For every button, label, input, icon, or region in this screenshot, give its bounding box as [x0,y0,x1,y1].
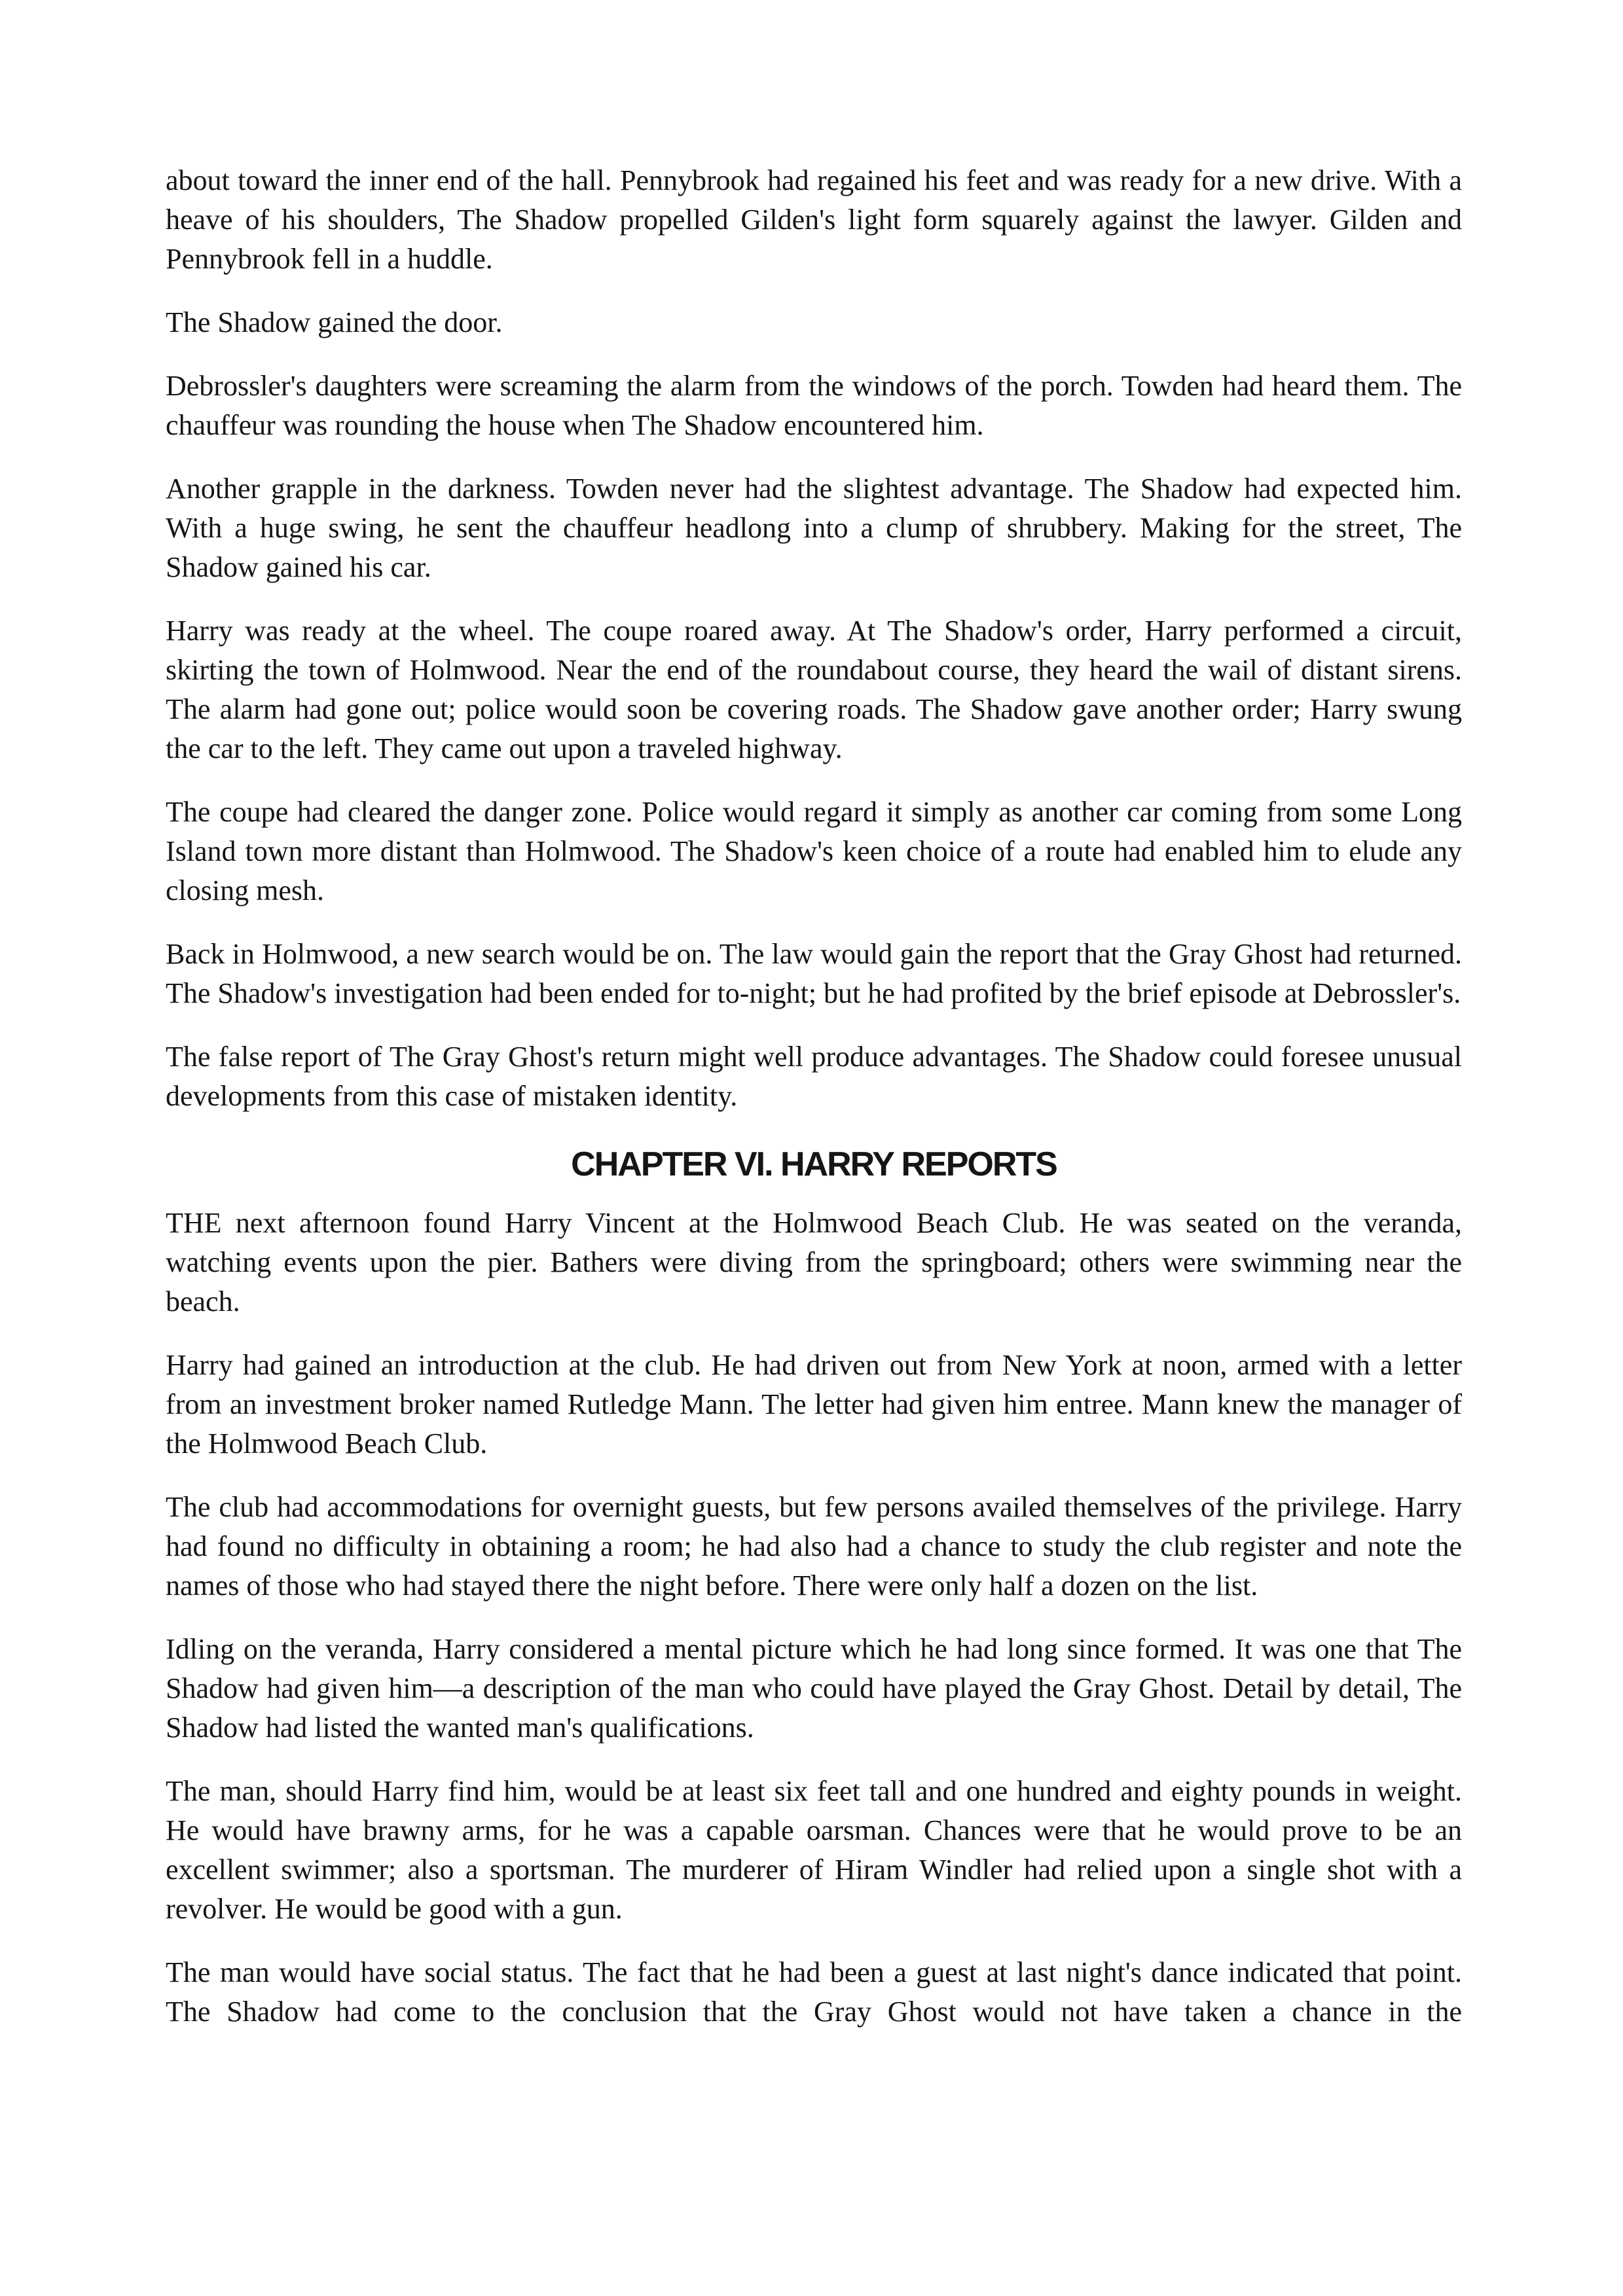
book-page [166,161,1462,2032]
paragraph: Harry had gained an introduction at the club. He had driven out from New York at noon, armed with a letter from an investment broker named Rutledge Mann. The letter had given him entree. Mann knew the manager of the Holmwood Beach Club. [166,1349,1462,1460]
paragraph: about toward the inner end of the hall. Pennybrook had regained his feet and was ready for a new drive. With a heave of his shoulders, The Shadow propelled Gilden's light form squarely against the lawyer. Gilden and Pennybrook fell in a huddle. [166,164,1462,275]
paragraph: The club had accommodations for overnight guests, but few persons availed themselves of the privilege. Harry had found no difficulty in obtaining a room; he had also had a chance to study the club register and note the names of those who had stayed there the night before. There were only half a dozen on the list. [166,1491,1462,1602]
paragraph: Another grapple in the darkness. Towden never had the slightest advantage. The Shadow had expected him. With a huge swing, he sent the chauffeur headlong into a clump of shrubbery. Making for the street, The Shadow gained his car. [166,473,1462,583]
paragraph: Idling on the veranda, Harry considered a mental picture which he had long since formed. It was one that The Shadow had given him—a description of the man who could have played the Gray Ghost. Detail by detail, The Shadow had listed the wanted man's qualifications. [166,1633,1462,1744]
paragraph: The coupe had cleared the danger zone. Police would regard it simply as another car coming from some Long Island town more distant than Holmwood. The Shadow's keen choice of a route had enabled him to elude any closing mesh. [166,796,1462,906]
paragraph: The false report of The Gray Ghost's return might well produce advantages. The Shadow could foresee unusual developments from this case of mistaken identity. [166,1041,1462,1112]
paragraph-continued: The man would have social status. The fact that he had been a guest at last night's dance indicated that point. The Shadow had come to the conclusion that the Gray Ghost would not have taken a chance in the [166,1956,1462,2028]
paragraph: The man, should Harry find him, would be at least six feet tall and one hundred and eighty pounds in weight. He would have brawny arms, for he was a capable oarsman. Chances were that he would prove to be an excellent swimmer; also a sportsman. The murderer of Hiram Windler had relied upon a single shot with a revolver. He would be good with a gun. [166,1775,1462,1925]
paragraph: Harry was ready at the wheel. The coupe roared away. At The Shadow's order, Harry performed a circuit, skirting the town of Holmwood. Near the end of the roundabout course, they heard the wail of distant sirens. The alarm had gone out; police would soon be covering roads. The Shadow gave another order; Harry swung the car to the left. They came out upon a traveled highway. [166,615,1462,764]
paragraph: Back in Holmwood, a new search would be on. The law would gain the report that the Gray Ghost had returned. The Shadow's investigation had been ended for to-night; but he had profited by the brief episode at Debrossler's. [166,938,1462,1009]
paragraph: THE next afternoon found Harry Vincent at the Holmwood Beach Club. He was seated on the veranda, watching events upon the pier. Bathers were diving from the springboard; others were swimming near the beach. [166,1207,1462,1318]
paragraph: The Shadow gained the door. [166,306,503,338]
chapter-heading: CHAPTER VI. HARRY REPORTS [571,1145,1057,1183]
paragraph: Debrossler's daughters were screaming the alarm from the windows of the porch. Towden had heard them. The chauffeur was rounding the house when The Shadow encountered him. [166,370,1462,441]
